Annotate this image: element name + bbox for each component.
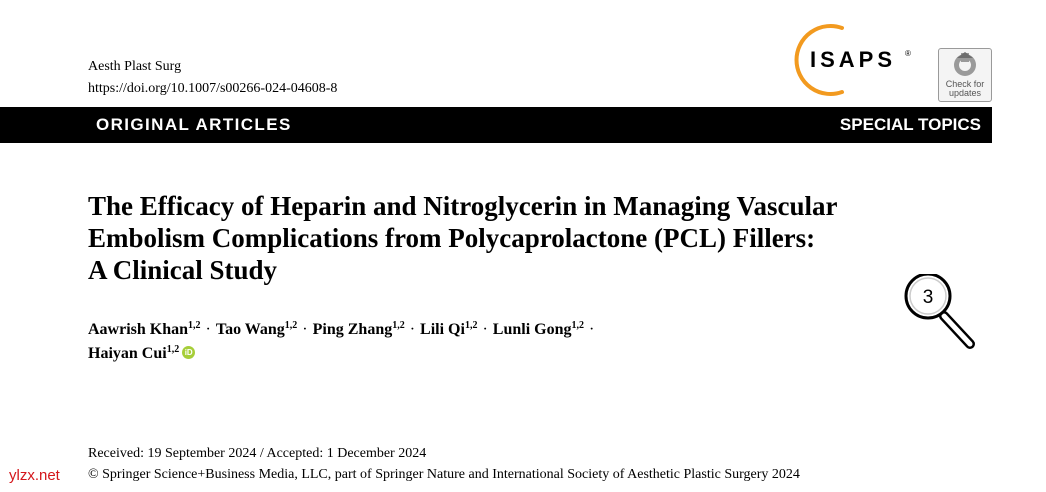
- journal-info: [88, 56, 337, 100]
- article-title: [88, 190, 968, 286]
- journal-name: Aesth Plast Surg: [88, 59, 182, 74]
- author-name: Haiyan Cui: [88, 345, 167, 362]
- section-original-articles: ORIGINAL ARTICLES: [96, 115, 292, 134]
- author-separator: ·: [205, 321, 211, 338]
- author-line-1: [88, 318, 599, 342]
- author-affiliation: 1,2: [464, 320, 478, 331]
- received-accepted-dates: Received: 19 September 2024 / Accepted: 1 December 2024: [88, 446, 427, 461]
- isaps-logo-text: ISAPS: [810, 47, 897, 72]
- orcid-icon[interactable]: [182, 346, 195, 359]
- author-name: Ping Zhang: [312, 321, 393, 338]
- doi-link[interactable]: https://doi.org/10.1007/s00266-024-04608-8: [88, 81, 338, 96]
- title-line-3: A Clinical Study: [88, 255, 278, 285]
- author-name: Tao Wang: [215, 321, 285, 338]
- check-for-updates-icon: [939, 49, 991, 79]
- author-affiliation: 1,2: [284, 320, 298, 331]
- author-name: Aawrish Khan: [88, 321, 189, 338]
- watermark: ylzx.net: [9, 467, 60, 484]
- check-for-updates-label-1: Check for: [945, 79, 985, 89]
- check-for-updates-badge[interactable]: [938, 48, 992, 102]
- author-line-2: [88, 342, 599, 366]
- section-special-topics: SPECIAL TOPICS: [839, 115, 981, 134]
- author-separator: ·: [409, 321, 416, 338]
- orcid-label: iD: [184, 348, 193, 357]
- isaps-logo: [780, 22, 920, 98]
- article-dates: [88, 443, 800, 485]
- author-name: Lunli Gong: [492, 321, 572, 338]
- check-for-updates-label-2: updates: [948, 88, 982, 98]
- magnifying-glass-icon: [900, 274, 980, 354]
- title-line-1: The Efficacy of Heparin and Nitroglycerin in Managing Vascular: [88, 191, 838, 221]
- author-affiliation: 1,2: [392, 320, 405, 331]
- author-separator: ·: [588, 321, 595, 338]
- author-separator: ·: [302, 321, 308, 338]
- copyright-notice: © Springer Science+Business Media, LLC, part of Springer Nature and International Society of Aesthetic Plastic Surgery 2024: [88, 467, 800, 482]
- author-list: [88, 318, 599, 366]
- title-line-2: Embolism Complications from Polycaprolactone (PCL) Fillers:: [88, 223, 816, 253]
- author-affiliation: 1,2: [166, 344, 180, 355]
- author-affiliation: 1,2: [571, 320, 584, 331]
- magnifier-number: 3: [922, 287, 934, 308]
- author-separator: ·: [482, 321, 488, 338]
- author-name: Lili Qi: [420, 321, 465, 338]
- author-affiliation: 1,2: [188, 320, 201, 331]
- registered-mark: ®: [905, 49, 911, 58]
- section-band: [0, 107, 992, 143]
